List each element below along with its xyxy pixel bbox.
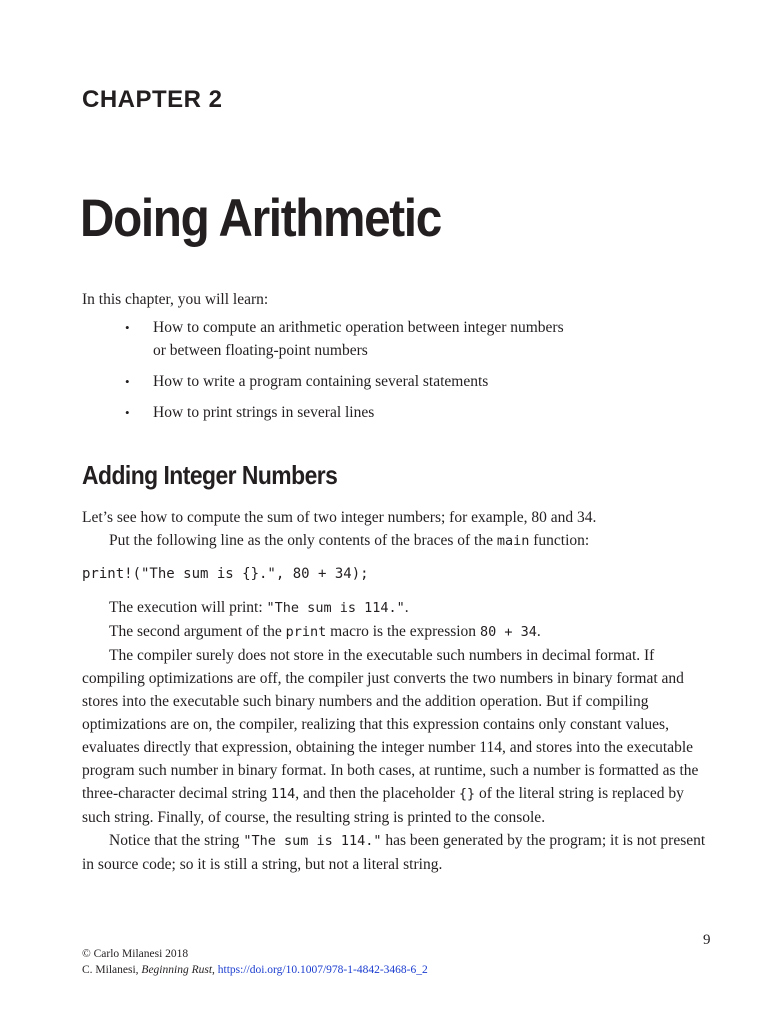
inline-code: "The sum is 114." bbox=[266, 600, 405, 616]
paragraph-text: has been generated by the program; it is not present in source code; so it is still a string, but not a literal string. bbox=[82, 832, 706, 873]
inline-code: 114 bbox=[270, 786, 296, 802]
list-item-text: How to print strings in several lines bbox=[153, 404, 375, 421]
list-item bbox=[82, 316, 682, 362]
paragraph bbox=[82, 620, 707, 644]
inline-code: main bbox=[496, 533, 530, 549]
bullet-icon: • bbox=[125, 374, 130, 389]
paragraph bbox=[82, 644, 707, 829]
list-item-text-continued: or between floating-point numbers bbox=[153, 342, 368, 359]
section-body bbox=[82, 506, 707, 876]
page-number: 9 bbox=[703, 932, 711, 948]
citation-author: C. Milanesi, bbox=[82, 964, 142, 976]
paragraph-text: Put the following line as the only contents of the braces of the bbox=[109, 532, 497, 549]
citation bbox=[82, 962, 428, 978]
list-item bbox=[82, 370, 682, 393]
chapter-title: Doing Arithmetic bbox=[80, 189, 441, 248]
paragraph-text: Let’s see how to compute the sum of two integer numbers; for example, 80 and 34. bbox=[82, 509, 597, 526]
paragraph-text: macro is the expression bbox=[326, 623, 480, 640]
doi-link[interactable]: https://doi.org/10.1007/978-1-4842-3468-6_2 bbox=[217, 964, 428, 976]
paragraph bbox=[82, 829, 707, 876]
paragraph-text: , and then the placeholder bbox=[295, 785, 459, 802]
paragraph-text: Notice that the string bbox=[109, 832, 244, 849]
code-block: print!("The sum is {}.", 80 + 34); bbox=[82, 566, 369, 582]
paragraph-text: of the literal string is replaced by such string. Finally, of course, the resulting string is printed to the console. bbox=[82, 785, 684, 826]
section-title: Adding Integer Numbers bbox=[82, 460, 338, 490]
paragraph bbox=[82, 529, 707, 553]
copyright-notice: © Carlo Milanesi 2018 bbox=[82, 948, 189, 960]
bullet-icon: • bbox=[125, 320, 130, 335]
footer bbox=[82, 946, 428, 978]
paragraph bbox=[82, 506, 707, 529]
paragraph-text: . bbox=[404, 599, 409, 616]
chapter-label: CHAPTER 2 bbox=[82, 86, 223, 113]
citation-book-title: Beginning Rust bbox=[141, 964, 213, 976]
paragraph-text: The second argument of the bbox=[109, 623, 286, 640]
citation-separator: , bbox=[212, 964, 218, 976]
list-item-text: How to write a program containing several statements bbox=[153, 373, 489, 390]
inline-code: print bbox=[285, 624, 327, 640]
learn-intro: In this chapter, you will learn: bbox=[82, 291, 269, 308]
paragraph-text: function: bbox=[529, 532, 590, 549]
inline-code: 80 + 34 bbox=[479, 624, 537, 640]
list-item-text: How to compute an arithmetic operation between integer numbers bbox=[153, 319, 564, 336]
learn-list bbox=[82, 316, 682, 432]
inline-code: {} bbox=[458, 786, 476, 802]
list-item bbox=[82, 401, 682, 424]
paragraph bbox=[82, 596, 707, 620]
paragraph-text: The compiler surely does not store in the executable such numbers in decimal format. If compiling optimizations are off, the compiler just converts the two numbers in binary format and stores into the executable such binary numbers and the addition operation. But if compiling optimizations are on, the compiler, realizing that this expression contains only constant values, evaluates directly that expression, obtaining the integer number 114, and stores into the executable program such number in binary format. In both cases, at runtime, such a number is formatted as the three-character decimal string bbox=[82, 647, 699, 802]
bullet-icon: • bbox=[125, 405, 130, 420]
inline-code: "The sum is 114." bbox=[243, 833, 382, 849]
paragraph-text: . bbox=[536, 623, 541, 640]
paragraph-text: The execution will print: bbox=[109, 599, 267, 616]
